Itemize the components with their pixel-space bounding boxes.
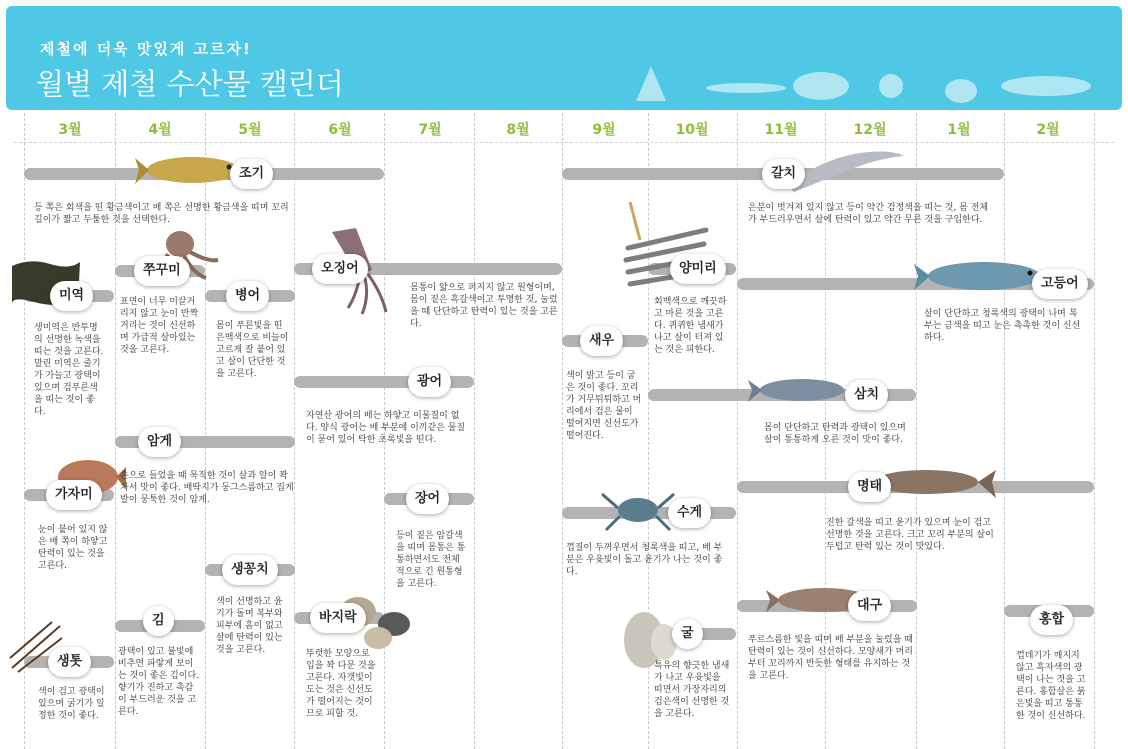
item-description: 광택이 있고 불빛에 비추면 파랗게 보이는 것이 좋은 김이다. 향기가 진하고 촉감이 부드러운 것을 고른다. bbox=[118, 647, 199, 717]
item-label: 김 bbox=[143, 606, 174, 636]
item-description: 표면이 너무 미끌거리지 않고 눈이 반짝거리는 것이 신선하며 가급적 살아있는 것을 고른다. bbox=[120, 297, 199, 355]
month-label: 6월 bbox=[328, 122, 352, 138]
item-description: 푸르스름한 빛을 띠며 배 부분을 눌렀을 때 탄력이 있는 것이 신선하다. 모양새가 머리부터 꼬리까지 반듯한 형태를 유지하는 것을 고른다. bbox=[748, 635, 913, 681]
item-description: 회백색으로 깨끗하고 마른 것을 고른다. 퀴퀴한 냄새가 나고 살이 터져 있는 것은 피한다. bbox=[654, 297, 727, 355]
item-description: 색이 밝고 등이 굽은 것이 좋다. 꼬리가 거무튀튀하고 머리에서 검은 물이 떨어지면 신선도가 떨어진다. bbox=[566, 371, 642, 441]
item-label: 갈치 bbox=[762, 159, 805, 189]
month-label: 2월 bbox=[1036, 122, 1060, 138]
item-label: 홍합 bbox=[1030, 605, 1073, 635]
item-description: 등이 짙은 암갈색을 띠며 몸통은 통통하면서도 전체적으로 긴 원통형을 고른다. bbox=[396, 531, 466, 589]
item-description: 살이 단단하고 청록색의 광택이 나며 복부는 금색을 띠고 눈은 촉촉한 것이 신선하다. bbox=[924, 309, 1081, 343]
header-banner bbox=[6, 6, 1122, 110]
header-subtitle: 제철에 더욱 맛있게 고르자! bbox=[40, 40, 252, 58]
item-label: 생꽁치 bbox=[222, 555, 278, 585]
item-label: 장어 bbox=[406, 484, 449, 514]
item-description: 눈이 붙어 있지 않은 배 쪽이 하얗고 탄력이 있는 것을 고른다. bbox=[38, 525, 108, 571]
item-description: 껍질이 두꺼우면서 청록색을 띠고, 배 부분은 우윳빛이 돌고 윤기가 나는 것이 좋다. bbox=[566, 543, 723, 577]
item-label: 명태 bbox=[848, 472, 891, 502]
month-label: 1월 bbox=[947, 122, 971, 138]
month-label: 7월 bbox=[418, 122, 442, 138]
grid-line bbox=[737, 113, 738, 749]
item-label: 병어 bbox=[226, 281, 269, 311]
item-label: 조기 bbox=[230, 159, 273, 189]
month-label: 10월 bbox=[675, 122, 709, 138]
item-label: 대구 bbox=[848, 591, 891, 621]
item-label: 암게 bbox=[138, 427, 181, 457]
item-label: 새우 bbox=[580, 326, 623, 356]
item-label: 오징어 bbox=[312, 254, 368, 284]
month-divider-line bbox=[14, 142, 1114, 143]
month-label: 4월 bbox=[148, 122, 172, 138]
item-description: 몸이 단단하고 탄력과 광택이 있으며 살이 통통하게 오른 것이 맛이 좋다. bbox=[764, 423, 906, 445]
item-label: 고등어 bbox=[1032, 269, 1088, 299]
item-label: 쭈꾸미 bbox=[134, 256, 190, 286]
item-label: 미역 bbox=[50, 281, 93, 311]
grid-line bbox=[1094, 113, 1095, 749]
item-description: 껍데기가 깨지지 않고 흑자색의 광택이 나는 것을 고른다. 홍합살은 붉은빛을 띠고 통통한 것이 신선하다. bbox=[1016, 651, 1086, 721]
month-label: 9월 bbox=[592, 122, 616, 138]
month-label: 5월 bbox=[238, 122, 262, 138]
month-label: 3월 bbox=[58, 122, 82, 138]
item-description: 몸이 푸른빛을 띤 은백색으로 비늘이 고르게 잘 붙어 있고 살이 단단한 것을 고른다. bbox=[216, 321, 289, 379]
item-description: 생미역은 반투명의 선명한 녹색을 띠는 것을 고른다. 말린 미역은 줄기가 가늘고 광택이 있으며 검푸른색을 띠는 것이 좋다. bbox=[34, 323, 104, 417]
item-label: 양미리 bbox=[670, 254, 726, 284]
item-label: 수게 bbox=[668, 498, 711, 528]
male-crab-icon bbox=[598, 484, 678, 536]
item-label: 바지락 bbox=[310, 603, 366, 633]
sea-creatures-icon bbox=[626, 56, 1121, 111]
item-description: 손으로 들었을 때 묵직한 것이 살과 알이 꽉 차서 맛이 좋다. 배딱지가 둥그스름하고 집게발이 뭉툭한 것이 암게. bbox=[120, 471, 294, 505]
item-description: 자연산 광어의 배는 하얗고 이물질이 없다. 양식 광어는 배 부분에 이끼같은 물질이 묻어 있어 탁한 초록빛을 띤다. bbox=[306, 411, 466, 445]
item-description: 은분이 벗겨져 있지 않고 등이 약간 검정색을 띠는 것, 몸 전체가 부드러우면서 살에 탄력이 있고 약간 무른 것을 구입한다. bbox=[748, 203, 989, 225]
mackerel-icon bbox=[912, 254, 1048, 302]
item-description: 등 쪽은 회색을 띤 황금색이고 배 쪽은 선명한 황금색을 띠며 꼬리 길이가 짧고 두툼한 것을 선택한다. bbox=[34, 203, 289, 225]
item-label: 굴 bbox=[672, 619, 703, 649]
page-title: 월별 제철 수산물 캘린더 bbox=[36, 67, 344, 101]
month-label: 11월 bbox=[764, 122, 798, 138]
yellow-croaker-icon bbox=[135, 150, 245, 192]
item-label: 가자미 bbox=[46, 480, 102, 510]
item-label: 삼치 bbox=[845, 380, 888, 410]
item-description: 특유의 향긋한 냄새가 나고 우윳빛을 띠면서 가장자리의 검은색이 선명한 것을 고른다. bbox=[654, 661, 730, 719]
spanish-mackerel-icon bbox=[746, 368, 846, 414]
item-description: 진한 갈색을 띠고 윤기가 있으며 눈이 검고 선명한 것을 고른다. 크고 꼬리 부분의 살이 두텁고 탄력 있는 것이 맛있다. bbox=[826, 518, 994, 552]
item-label: 생톳 bbox=[48, 647, 91, 677]
item-description: 뚜렷한 모양으로 입을 꽉 다문 것을 고른다. 자갯빛이 도는 것은 신선도가 떨어지는 것이므로 피할 것. bbox=[306, 649, 376, 719]
grid-line bbox=[562, 113, 563, 749]
item-description: 색이 선명하고 윤기가 돌며 복부와 피부에 흠이 없고 살에 탄력이 있는 것을 고른다. bbox=[216, 597, 283, 655]
grid-line bbox=[1004, 113, 1005, 749]
item-description: 색이 검고 광택이 있으며 굵기가 일정한 것이 좋다. bbox=[38, 687, 105, 721]
item-description: 몸통이 얇으로 퍼지지 않고 원형이며, 몸이 짙은 흑갈색이고 투명한 것, 눌렀을 때 단단하고 탄력이 있는 것을 고른다. bbox=[410, 283, 558, 329]
month-label: 8월 bbox=[506, 122, 530, 138]
item-label: 광어 bbox=[408, 367, 451, 397]
month-label: 12월 bbox=[853, 122, 887, 138]
grid-line bbox=[474, 113, 475, 749]
